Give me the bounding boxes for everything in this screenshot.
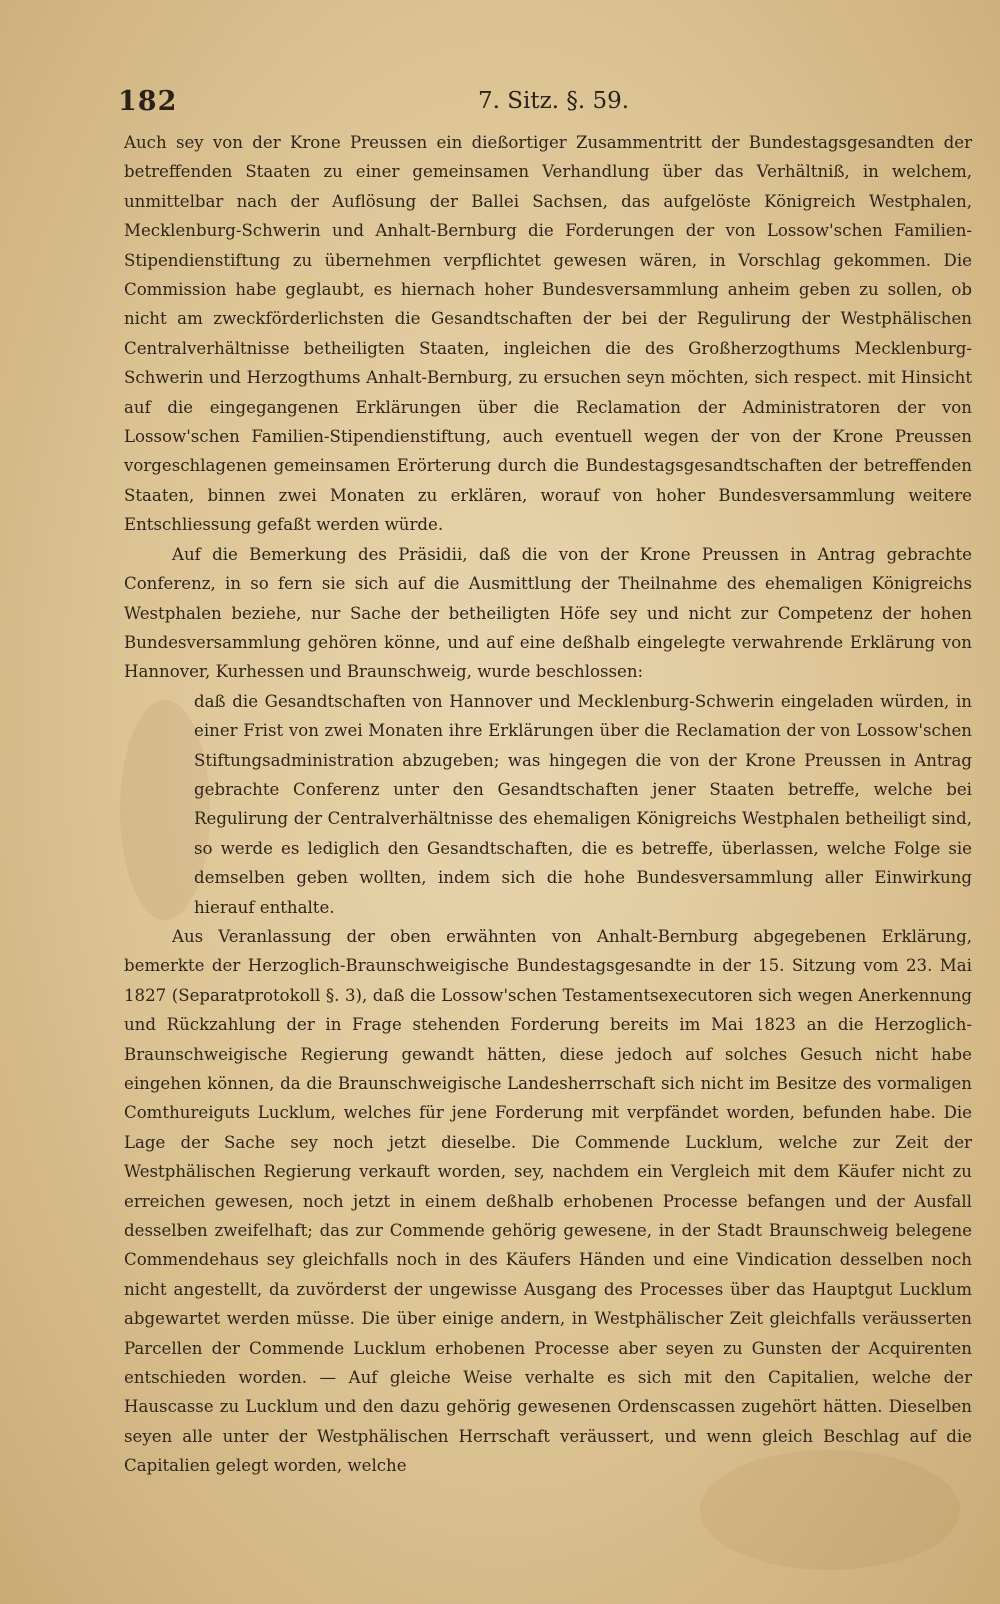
page-number: 182 [118, 86, 178, 117]
resolution-paragraph: daß die Gesandtschaften von Hannover und Mecklenburg-Schwerin eingeladen würden, in einer Frist von zwei Monaten ihre Erklärungen über die Reclamation der von Lossow'schen Stiftungsadministration abzugeben; was hingegen die von der Krone Preussen in Antrag gebrachte Conferenz unter den Gesandtschaften jener Staaten betreffe, welche bei Regulirung der Centralverhältnisse des ehemaligen Königreichs Westphalen betheiligt sind, so werde es lediglich den Gesandtschaften, die es betreffe, überlassen, welche Folge sie demselben geben wollten, indem sich die hohe Bundesversammlung aller Einwirkung hierauf enthalte. [194, 691, 972, 917]
body-text [124, 128, 972, 1481]
paragraph: Auf die Bemerkung des Präsidii, daß die von der Krone Preussen in Antrag gebrachte Conferenz, in so fern sie sich auf die Ausmittlung der Theilnahme des ehemaligen Königreichs Westphalen beziehe, nur Sache der betheiligten Höfe sey und nicht zur Competenz der hohen Bundesversammlung gehören könne, und auf eine deßhalb eingelegte verwahrende Erklärung von Hannover, Kurhessen und Braunschweig, wurde beschlossen: [124, 544, 972, 682]
page-header [118, 86, 838, 126]
running-head: 7. Sitz. §. 59. [478, 88, 630, 114]
paragraph: Auch sey von der Krone Preussen ein dießortiger Zusammentritt der Bundestagsgesandten der betreffenden Staaten zu einer gemeinsamen Verhandlung über das Verhältniß, in welchem, unmittelbar nach der Auflösung der Ballei Sachsen, das aufgelöste Königreich Westphalen, Mecklenburg-Schwerin und Anhalt-Bernburg die Forderungen der von Lossow'schen Familien-Stipendienstiftung zu übernehmen verpflichtet gewesen wären, in Vorschlag gekommen. Die Commission habe geglaubt, es hiernach hoher Bundesversammlung anheim geben zu sollen, ob nicht am zweckförderlichsten die Gesandtschaften der bei der Regulirung der Westphälischen Centralverhältnisse betheiligten Staaten, ingleichen die des Großherzogthums Mecklenburg-Schwerin und Herzogthums Anhalt-Bernburg, zu ersuchen seyn möchten, sich respect. mit Hinsicht auf die eingegangenen Erklärungen über die Reclamation der Administratoren der von Lossow'schen Familien-Stipendienstiftung, auch eventuell wegen der von der Krone Preussen vorgeschlagenen gemeinsamen Erörterung durch die Bundestagsgesandtschaften der betreffenden Staaten, binnen zwei Monaten zu erklären, worauf von hoher Bundesversammlung weitere Entschliessung gefaßt werden würde. [124, 133, 972, 535]
paragraph: Aus Veranlassung der oben erwähnten von Anhalt-Bernburg abgegebenen Erklärung, bemerkte der Herzoglich-Braunschweigische Bundestagsgesandte in der 15. Sitzung vom 23. Mai 1827 (Separatprotokoll §. 3), daß die Lossow'schen Testamentsexecutoren sich wegen Anerkennung und Rückzahlung der in Frage stehenden Forderung bereits im Mai 1823 an die Herzoglich-Braunschweigische Regierung gewandt hätten, diese jedoch auf solches Gesuch nicht habe eingehen können, da die Braunschweigische Landesherrschaft sich nicht im Besitze des vormaligen Comthureiguts Lucklum, welches für jene Forderung mit verpfändet worden, befunden habe. Die Lage der Sache sey noch jetzt dieselbe. Die Commende Lucklum, welche zur Zeit der Westphälischen Regierung verkauft worden, sey, nachdem ein Vergleich mit dem Käufer nicht zu erreichen gewesen, noch jetzt in einem deßhalb erhobenen Processe befangen und der Ausfall desselben zweifelhaft; das zur Commende gehörig gewesene, in der Stadt Braunschweig belegene Commendehaus sey gleichfalls noch in des Käufers Händen und eine Vindication desselben noch nicht angestellt, da zuvörderst der ungewisse Ausgang des Processes über das Hauptgut Lucklum abgewartet werden müsse. Die über einige andern, in Westphälischer Zeit gleichfalls veräusserten Parcellen der Commende Lucklum erhobenen Processe aber seyen zu Gunsten der Acquirenten entschieden worden. — Auf gleiche Weise verhalte es sich mit den Capitalien, welche der Hauscasse zu Lucklum und den dazu gehörig gewesenen Ordenscassen zugehört hätten. Dieselben seyen alle unter der Westphälischen Herrschaft veräussert, und wenn gleich Beschlag auf die Capitalien gelegt worden, welche [124, 926, 972, 1476]
